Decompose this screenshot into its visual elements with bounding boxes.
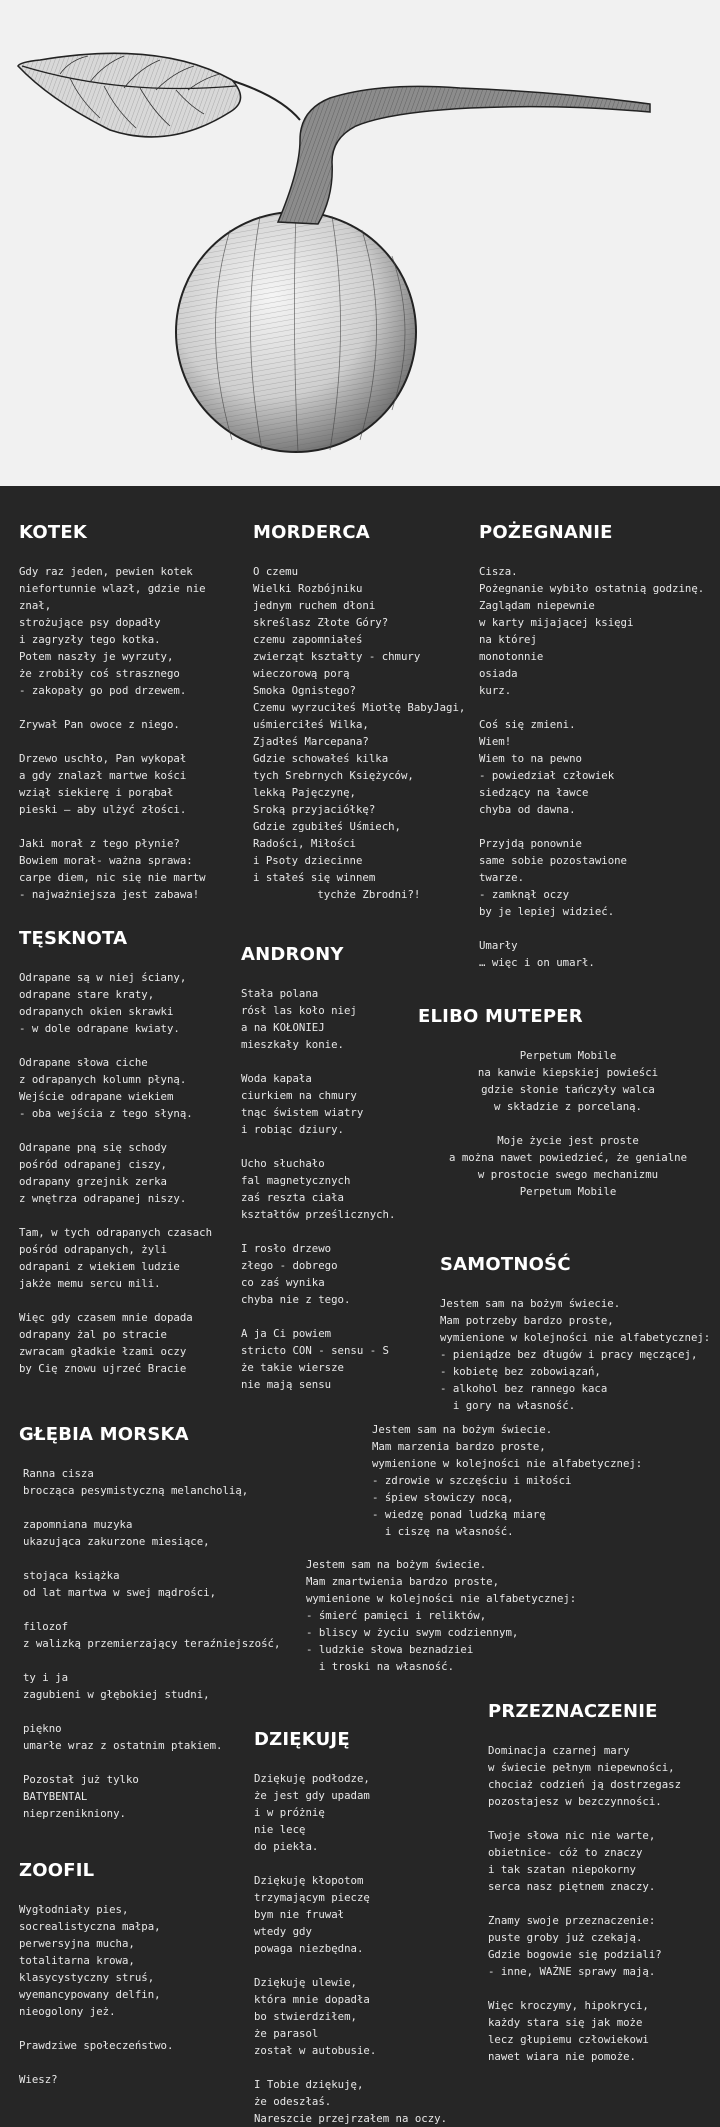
poem-title: ANDRONY [241,944,344,965]
poem-body: Cisza. Pożegnanie wybiło ostatnią godzinę. Zaglądam niepewnie w karty mijającej księgi na której monotonnie osiada kurz. Coś się zmieni. Wiem! Wiem to na pewno - powiedział człowiek siedzący na ławce chyba od dawna. Przyjdą ponownie same sobie pozostawione twarze. - zamknął oczy by je lepiej widzieć. Umarły … więc i on umarł. [479,565,705,969]
poem-body: O czemu Wielki Rozbójniku jednym ruchem dłoni skreślasz Złote Góry? czemu zapomniałeś zwierząt kształty - chmury wieczorową porą Smoka Ognistego? Czemu wyrzuciłeś Miotłę BabyJagi, uśmierciłeś Wilka, Zjadłeś Marcepana? Gdzie schowałeś kilka tych Srebrnych Księżyców, lekką Pajęczynę, Sroką przyjaciółkę? Gdzie zgubiłeś Uśmiech, Radości, Miłości i Psoty dziecinne i stałeś się winnem tychże Zbrodni?! [253,565,466,901]
poem-body: Perpetum Mobile na kanwie kiepskiej powieści gdzie słonie tańczyły walca w składzie z porcelaną. Moje życie jest proste a można nawet powiedzieć, że genialne w prostocie swego mechanizmu Perpetum Mobile [448,1049,688,1198]
poem-body: Stała polana rósł las koło niej a na KOŁONIEJ mieszkały konie. Woda kapała ciurkiem na chmury tnąc świstem wiatry i robiąc dziury. Ucho słuchało fal magnetycznych zaś reszta ciała kształtów prześlicznych. I rosło drzewo złego - dobrego co zaś wynika chyba nie z tego. A ja Ci powiem stricto CON - sensu - S że takie wiersze nie mają sensu [241,987,396,1391]
poem-body: Wygłodniały pies, socrealistyczna małpa, perwersyjna mucha, totalitarna krowa, klasycystyczny struś, wyemancypowany delfin, nieogolony jeż. Prawdziwe społeczeństwo. Wiesz? [19,1903,174,2086]
poem-glebia-morska [19,1424,289,1822]
poem-title: ELIBO MUTEPER [418,1006,583,1027]
poem-title: GŁĘBIA MORSKA [19,1424,189,1445]
poem-przeznaczenie [488,1701,718,2065]
poem-pozegnanie [479,522,719,971]
poem-title: MORDERCA [253,522,370,543]
poem-body: Dominacja czarnej mary w świecie pełnym niepewności, chociaż codzień ją dostrzegasz pozostajesz w bezczynności. Twoje słowa nic nie warte, obietnice- cóż to znaczy i tak szatan niepokorny serca nasz piętnem znaczy. Znamy swoje przeznaczenie: puste groby już czekają. Gdzie bogowie się podziali? - inne, WAŻNE sprawy mają. Więc kroczymy, hipokryci, każdy stara się jak może lecz głupiemu człowiekowi nawet wiara nie pomoże. [488,1744,682,2063]
poem-body: Jestem sam na bożym świecie. Mam zmartwienia bardzo proste, wymienione w kolejności nie alfabetycznej: - śmierć pamięci i reliktów, - bliscy w życiu swym codziennym, - ludzkie słowa beznadziei i troski na własność. [306,1558,577,1673]
poem-samotnosc [440,1254,720,1414]
poem-title: DZIĘKUJĘ [254,1729,350,1750]
poem-kotek [19,522,234,903]
fruit-drawing-icon [0,0,720,486]
poem-body: Ranna cisza brocząca pesymistyczną melancholią, zapomniana muzyka ukazująca zakurzone miesiące, stojąca książka od lat martwa w swej mądrości, filozof z walizką przemierzający teraźniejszość, ty i ja zagubieni w głębokiej studni, piękno umarłe wraz z ostatnim ptakiem. Pozostał już tylko BATYBENTAL nieprzenikniony. [23,1467,281,1820]
hero-illustration [0,0,720,486]
poem-samotnosc-part-2 [372,1421,672,1540]
poem-title: ZOOFIL [19,1860,95,1881]
poem-title: SAMOTNOŚĆ [440,1254,571,1275]
poem-body: Dziękuję podłodze, że jest gdy upadam i w próżnię nie lecę do piekła. Dziękuję kłopotom trzymającym pieczę bym nie fruwał wtedy gdy powaga niezbędna. Dziękuję ulewie, która mnie dopadła bo stwierdziłem, że parasol został w autobusie. I Tobie dziękuję, że odeszłaś. Nareszcie przejrzałem na oczy. [254,1772,448,2125]
poem-title: TĘSKNOTA [19,928,128,949]
poem-body: Jestem sam na bożym świecie. Mam marzenia bardzo proste, wymienione w kolejności nie alfabetycznej: - zdrowie w szczęściu i miłości - śpiew słowiczy nocą, - wiedzę ponad ludzką miarę i ciszę na własność. [372,1423,643,1538]
poem-collection [0,486,720,2125]
poem-title: PRZEZNACZENIE [488,1701,658,1722]
poem-tesknota [19,928,234,1377]
poem-zoofil [19,1860,219,2088]
poem-samotnosc-part-3 [306,1556,606,1675]
poem-body: Gdy raz jeden, pewien kotek niefortunnie wlazł, gdzie nie znał, strożujące psy dopadły i zagryzły tego kotka. Potem naszły je wyrzuty, że zrobiły coś strasznego - zakopały go pod drzewem. Zrywał Pan owoce z niego. Drzewo uschło, Pan wykopał a gdy znalazł martwe kości wziął siekierę i porąbał pieski – aby ulżyć złości. Jaki morał z tego płynie? Bowiem morał- ważna sprawa: carpe diem, nic się nie martw - najważniejsza jest zabawa! [19,565,206,901]
poem-title: KOTEK [19,522,87,543]
poem-morderca [253,522,473,903]
poem-body: Odrapane są w niej ściany, odrapane stare kraty, odrapanych okien skrawki - w dole odrapane kwiaty. Odrapane słowa ciche z odrapanych kolumn płyną. Wejście odrapane wiekiem - oba wejścia z tego słyną. Odrapane pną się schody pośród odrapanej ciszy, odrapany grzejnik zerka z wnętrza odrapanej niszy. Tam, w tych odrapanych czasach pośród odrapanych, żyli odrapani z wiekiem ludzie jakże memu sercu mili. Więc gdy czasem mnie dopada odrapany żal po stracie zwracam gładkie łzami oczy by Cię znowu ujrzeć Bracie [19,971,213,1375]
poem-elibo-muteper [418,1006,718,1200]
poem-body: Jestem sam na bożym świecie. Mam potrzeby bardzo proste, wymienione w kolejności nie alfabetycznej: - pieniądze bez długów i pracy męczącej, - kobietę bez zobowiązań, - alkohol bez rannego kaca i gory na własność. [440,1297,711,1412]
poem-title: POŻEGNANIE [479,522,613,543]
poem-androny [241,944,411,1393]
poem-dziekuje [254,1729,454,2127]
